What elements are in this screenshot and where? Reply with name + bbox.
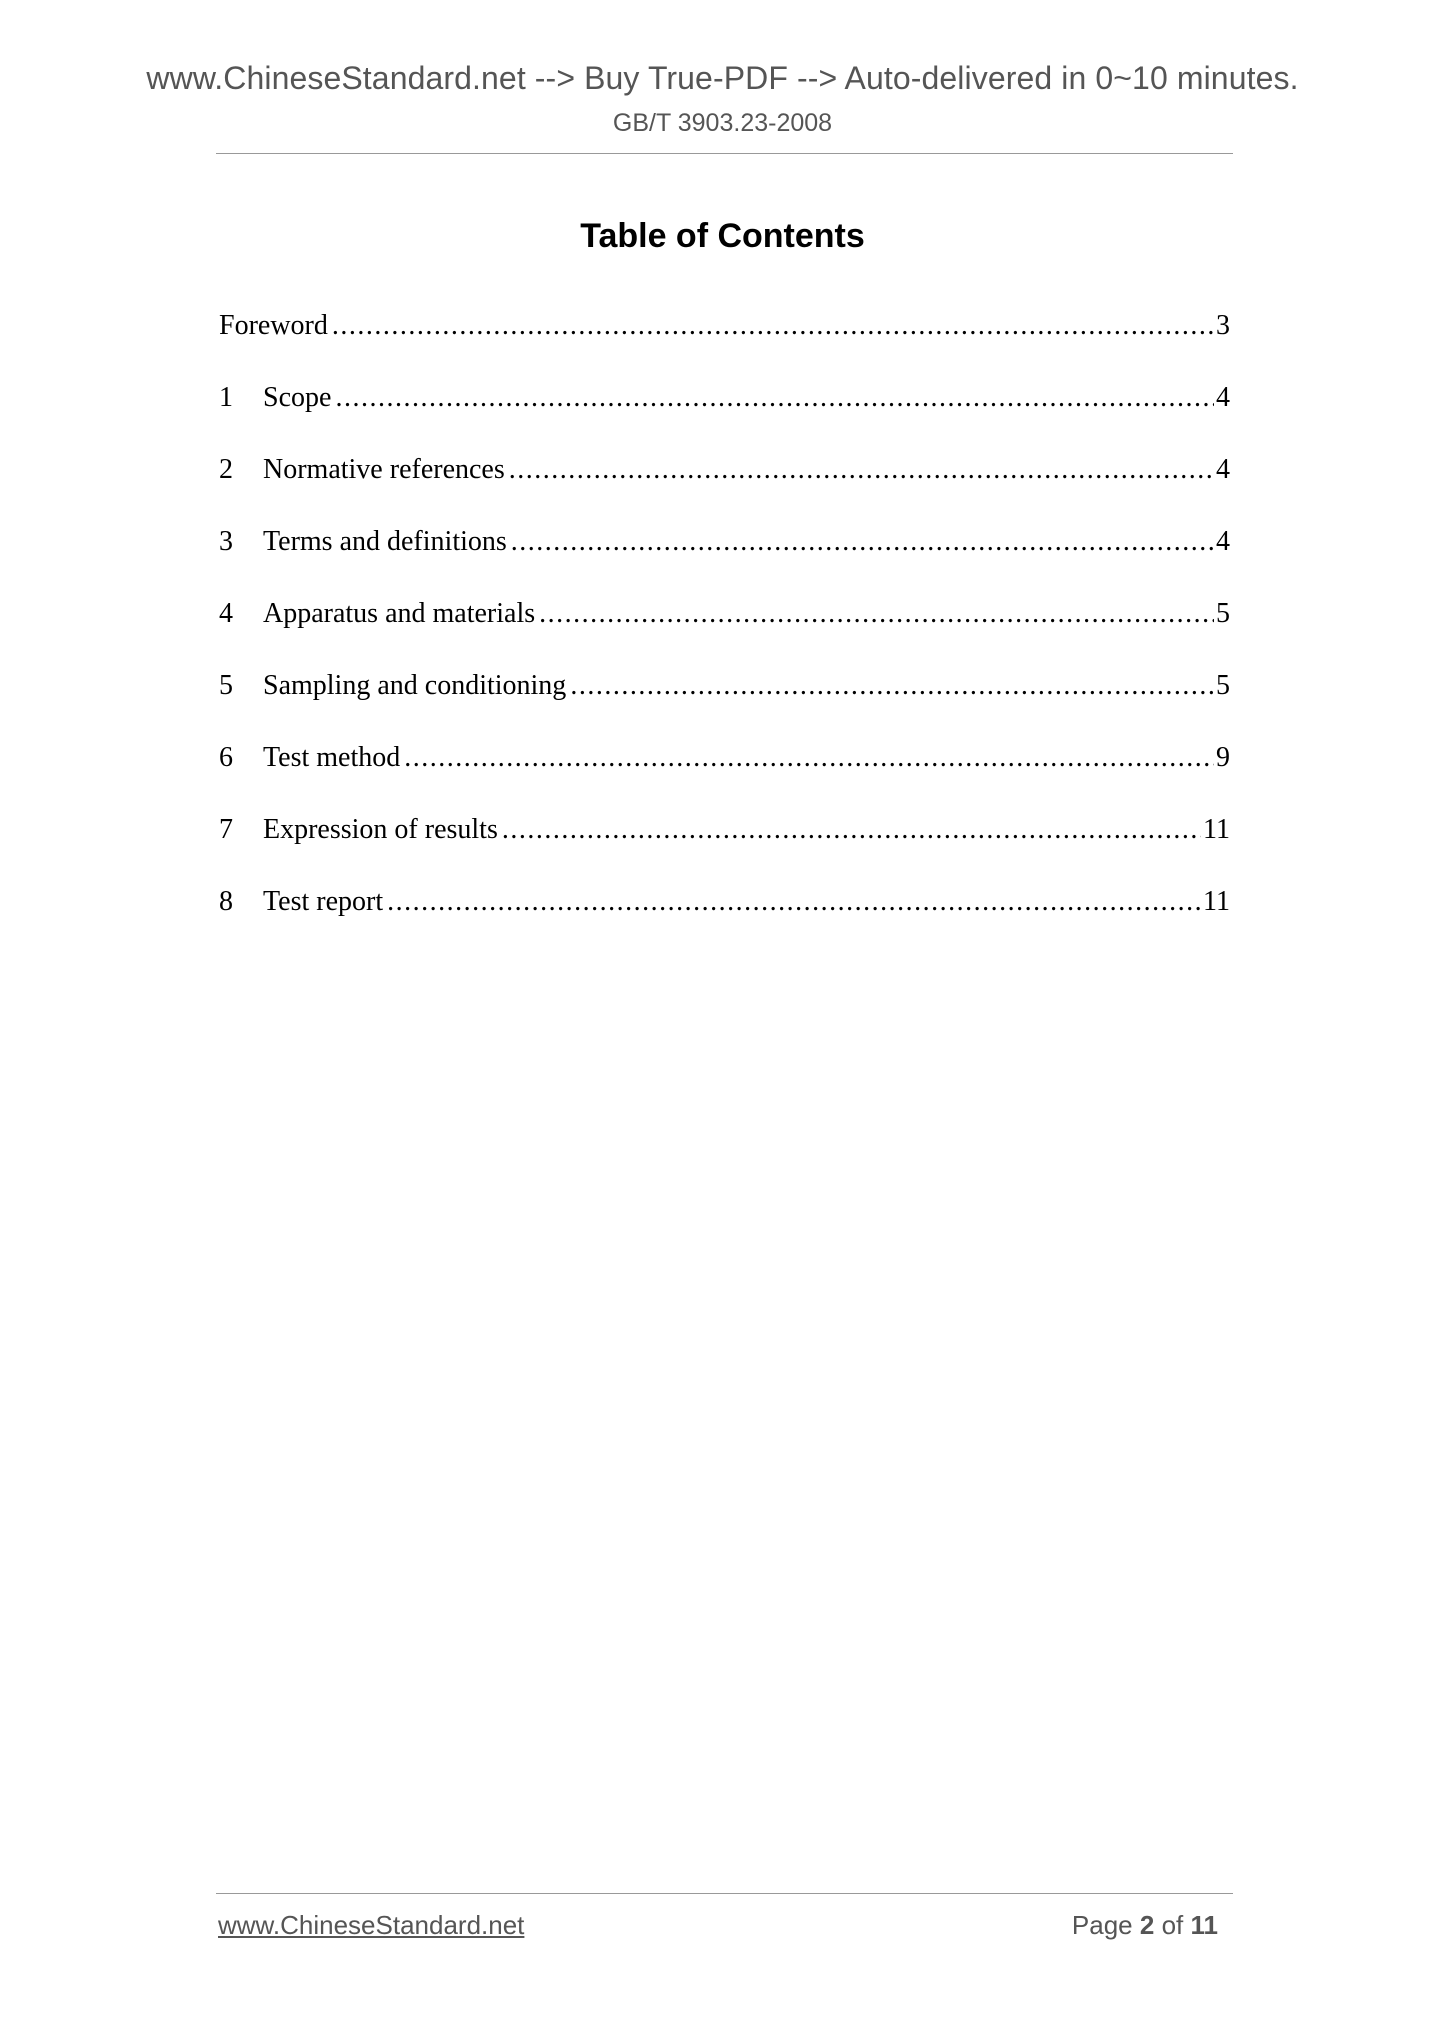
header-divider [216,153,1233,154]
toc-entry-apparatus-and-materials[interactable] [219,598,1230,670]
table-of-contents [219,310,1230,958]
toc-entry-page: 11 [1203,814,1230,845]
toc-entry-title: Test report [263,886,384,917]
toc-entry-title: Sampling and conditioning [263,670,567,701]
dot-leader [387,886,1201,918]
dot-leader [335,382,1214,414]
toc-entry-number: 3 [219,526,233,557]
toc-entry-sampling-and-conditioning[interactable] [219,670,1230,742]
dot-leader [404,742,1214,774]
toc-entry-page: 11 [1203,886,1230,917]
toc-entry-page: 4 [1216,382,1230,413]
toc-entry-page: 4 [1216,526,1230,557]
toc-entry-terms-and-definitions[interactable] [219,526,1230,598]
dot-leader [539,598,1214,630]
toc-entry-title: Apparatus and materials [263,598,536,629]
header-banner: www.ChineseStandard.net --> Buy True-PDF --> Auto-delivered in 0~10 minutes. [146,60,1299,96]
page-footer [218,1910,1218,1950]
toc-entry-number: 8 [219,886,233,917]
toc-entry-number: 2 [219,454,233,485]
dot-leader [511,526,1214,558]
toc-entry-title: Expression of results [263,814,498,845]
dot-leader [570,670,1214,702]
toc-entry-expression-of-results[interactable] [219,814,1230,886]
total-page-count: 11 [1190,1910,1218,1940]
toc-entry-scope[interactable] [219,382,1230,454]
toc-entry-page: 5 [1216,598,1230,629]
toc-entry-number: 7 [219,814,233,845]
dot-leader [502,814,1201,846]
dot-leader [509,454,1214,486]
toc-title: Table of Contents [580,216,865,255]
page-header [0,56,1445,140]
page-separator: of [1161,1910,1184,1940]
toc-entry-normative-references[interactable] [219,454,1230,526]
toc-entry-foreword[interactable] [219,310,1230,382]
toc-entry-page: 5 [1216,670,1230,701]
footer-divider [216,1893,1233,1894]
page-prefix: Page [1071,1910,1133,1940]
standard-code: GB/T 3903.23-2008 [612,109,833,137]
toc-entry-title: Foreword [219,310,328,341]
toc-entry-page: 9 [1216,742,1230,773]
toc-entry-number: 6 [219,742,233,773]
toc-entry-title: Scope [263,382,332,413]
toc-entry-title: Normative references [263,454,505,485]
toc-entry-page: 4 [1216,454,1230,485]
toc-entry-number: 5 [219,670,233,701]
toc-entry-test-report[interactable] [219,886,1230,958]
toc-entry-test-method[interactable] [219,742,1230,814]
footer-site-link[interactable]: www.ChineseStandard.net [218,1910,525,1940]
dot-leader [332,310,1214,342]
page-indicator [1072,1910,1218,1941]
current-page-number: 2 [1139,1910,1155,1940]
toc-entry-title: Terms and definitions [263,526,507,557]
toc-entry-number: 1 [219,382,233,413]
toc-entry-number: 4 [219,598,233,629]
toc-entry-title: Test method [263,742,401,773]
toc-entry-page: 3 [1216,310,1230,341]
